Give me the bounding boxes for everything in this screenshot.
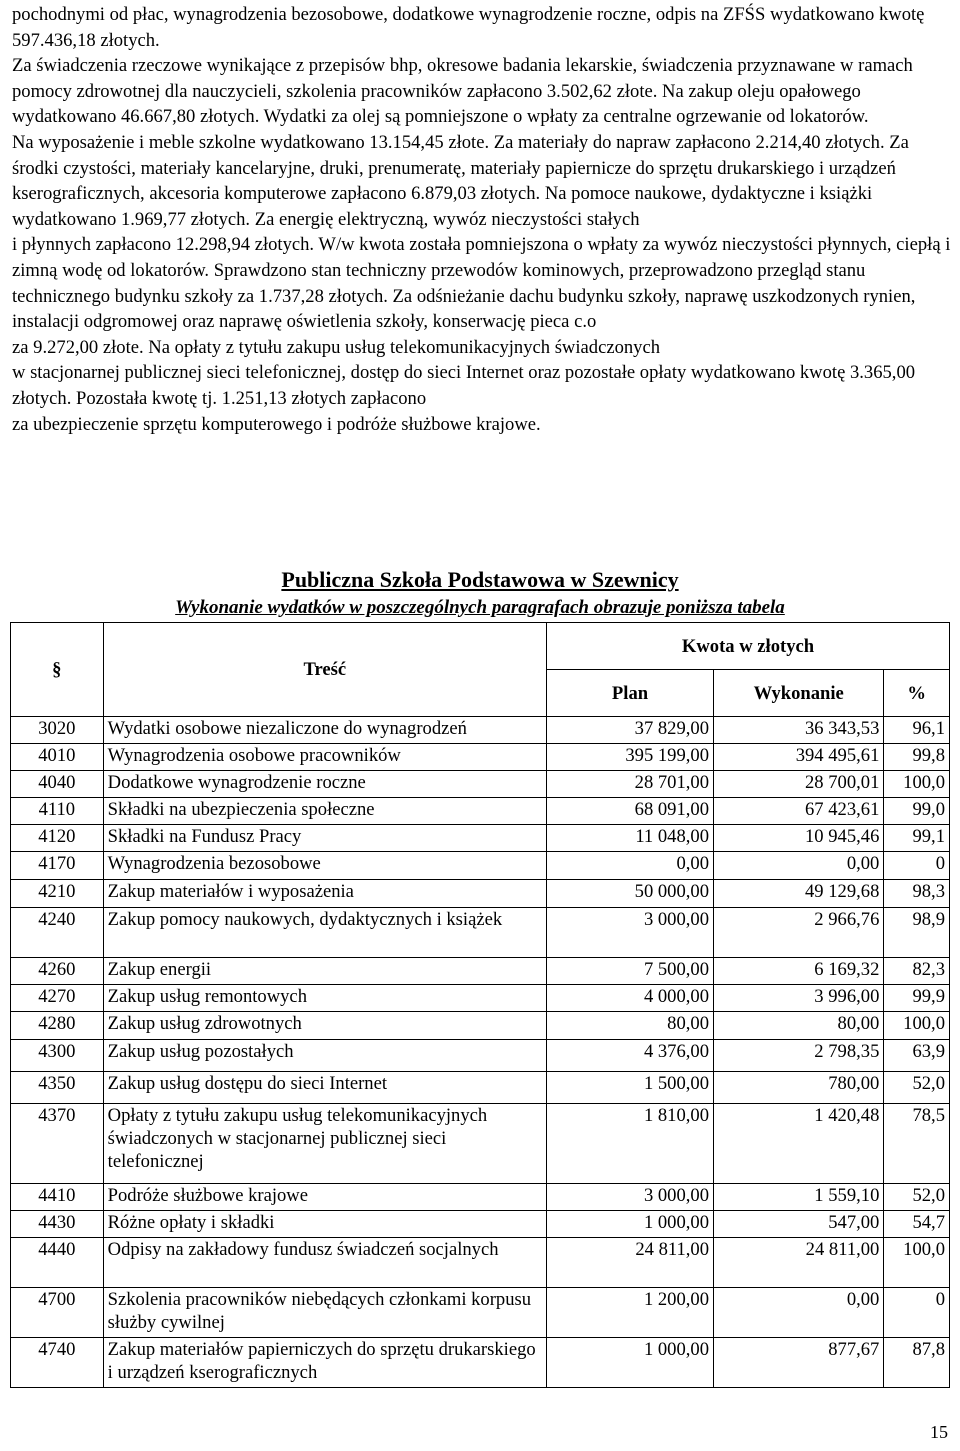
table-row xyxy=(11,985,950,1012)
row-plan: 1 810,00 xyxy=(547,1104,714,1184)
table-row xyxy=(11,825,950,852)
table-row xyxy=(11,1012,950,1040)
row-percent: 100,0 xyxy=(884,1012,950,1040)
row-plan: 1 500,00 xyxy=(547,1072,714,1104)
row-percent: 99,0 xyxy=(884,798,950,825)
row-name: Składki na ubezpieczenia społeczne xyxy=(103,798,546,825)
row-plan: 3 000,00 xyxy=(547,1184,714,1211)
table-row xyxy=(11,908,950,958)
intro-paragraph: Za świadczenia rzeczowe wynikające z przepisów bhp, okresowe badania lekarskie, świadczenia przyznawane w ramach pomocy zdrowotnej dla nauczycieli, szkolenia pracowników zapłacono 3.502,62 złote. Na zakup oleju opałowego wydatkowano 46.667,80 złotych. Wydatki za olej są pomniejszone o wpłaty za centralne ogrzewanie od lokatorów. xyxy=(12,55,913,128)
row-name: Szkolenia pracowników niebędących członkami korpusu służby cywilnej xyxy=(103,1288,546,1338)
row-execution: 877,67 xyxy=(714,1338,884,1388)
row-code: 4440 xyxy=(11,1238,104,1288)
row-execution: 49 129,68 xyxy=(714,880,884,908)
table-row xyxy=(11,1238,950,1288)
row-plan: 24 811,00 xyxy=(547,1238,714,1288)
intro-paragraph: i płynnych zapłacono 12.298,94 złotych. W/w kwota została pomniejszona o wpłaty za wywóz nieczystości płynnych, ciepłą i zimną wodę od lokatorów. Sprawdzono stan techniczny przewodów kominowych, przeprowadzono przegląd stanu technicznego budynku szkoły za 1.737,28 złotych. Za odśnieżanie dachu budynku szkoły, naprawę uszkodzonych rynien, instalacji odgromowej oraz naprawę oświetlenia szkoły, konserwację pieca c.o xyxy=(12,234,951,333)
row-name: Opłaty z tytułu zakupu usług telekomunikacyjnych świadczonych w stacjonarnej publicznej sieci telefonicznej xyxy=(103,1104,546,1184)
row-name: Zakup energii xyxy=(103,958,546,985)
row-code: 4300 xyxy=(11,1040,104,1072)
row-plan: 3 000,00 xyxy=(547,908,714,958)
row-execution: 28 700,01 xyxy=(714,771,884,798)
row-plan: 28 701,00 xyxy=(547,771,714,798)
row-plan: 1 200,00 xyxy=(547,1288,714,1338)
header-percent: % xyxy=(884,670,950,717)
row-percent: 54,7 xyxy=(884,1211,950,1238)
row-percent: 99,8 xyxy=(884,744,950,771)
row-plan: 50 000,00 xyxy=(547,880,714,908)
row-name: Wynagrodzenia osobowe pracowników xyxy=(103,744,546,771)
row-execution: 67 423,61 xyxy=(714,798,884,825)
row-plan: 0,00 xyxy=(547,852,714,880)
row-name: Podróże służbowe krajowe xyxy=(103,1184,546,1211)
row-percent: 87,8 xyxy=(884,1338,950,1388)
table-row xyxy=(11,958,950,985)
row-execution: 0,00 xyxy=(714,852,884,880)
row-code: 4280 xyxy=(11,1012,104,1040)
row-plan: 11 048,00 xyxy=(547,825,714,852)
row-code: 4370 xyxy=(11,1104,104,1184)
row-execution: 394 495,61 xyxy=(714,744,884,771)
row-percent: 0 xyxy=(884,852,950,880)
table-body xyxy=(11,717,950,1388)
row-code: 4350 xyxy=(11,1072,104,1104)
row-execution: 547,00 xyxy=(714,1211,884,1238)
row-execution: 36 343,53 xyxy=(714,717,884,744)
row-plan: 68 091,00 xyxy=(547,798,714,825)
row-code: 4210 xyxy=(11,880,104,908)
row-name: Składki na Fundusz Pracy xyxy=(103,825,546,852)
row-name: Zakup usług zdrowotnych xyxy=(103,1012,546,1040)
row-name: Zakup pomocy naukowych, dydaktycznych i książek xyxy=(103,908,546,958)
row-name: Wynagrodzenia bezosobowe xyxy=(103,852,546,880)
row-name: Odpisy na zakładowy fundusz świadczeń socjalnych xyxy=(103,1238,546,1288)
row-percent: 99,1 xyxy=(884,825,950,852)
header-amount: Kwota w złotych xyxy=(547,623,950,670)
row-execution: 0,00 xyxy=(714,1288,884,1338)
row-code: 4270 xyxy=(11,985,104,1012)
row-code: 4700 xyxy=(11,1288,104,1338)
intro-paragraph: pochodnymi od płac, wynagrodzenia bezosobowe, dodatkowe wynagrodzenie roczne, odpis na ZFŚS wydatkowano kwotę 597.436,18 złotych. xyxy=(12,4,925,51)
row-plan: 4 000,00 xyxy=(547,985,714,1012)
intro-paragraph: w stacjonarnej publicznej sieci telefonicznej, dostęp do sieci Internet oraz pozostałe opłaty wydatkowano kwotę 3.365,00 złotych. Pozostała kwotę tj. 1.251,13 złotych zapłacono xyxy=(12,362,916,409)
row-execution: 1 420,48 xyxy=(714,1104,884,1184)
row-percent: 100,0 xyxy=(884,771,950,798)
row-plan: 80,00 xyxy=(547,1012,714,1040)
row-percent: 96,1 xyxy=(884,717,950,744)
row-name: Zakup usług dostępu do sieci Internet xyxy=(103,1072,546,1104)
row-code: 4170 xyxy=(11,852,104,880)
row-execution: 3 996,00 xyxy=(714,985,884,1012)
row-percent: 98,3 xyxy=(884,880,950,908)
row-percent: 78,5 xyxy=(884,1104,950,1184)
intro-paragraph: za 9.272,00 złote. Na opłaty z tytułu zakupu usług telekomunikacyjnych świadczonych xyxy=(12,336,661,358)
section-title: Publiczna Szkoła Podstawowa w Szewnicy xyxy=(281,567,679,592)
row-percent: 52,0 xyxy=(884,1072,950,1104)
table-row xyxy=(11,880,950,908)
row-percent: 99,9 xyxy=(884,985,950,1012)
table-row xyxy=(11,717,950,744)
row-percent: 0 xyxy=(884,1288,950,1338)
table-row xyxy=(11,798,950,825)
row-name: Zakup materiałów papierniczych do sprzętu drukarskiego i urządzeń kserograficznych xyxy=(103,1338,546,1388)
row-execution: 80,00 xyxy=(714,1012,884,1040)
intro-paragraph: Na wyposażenie i meble szkolne wydatkowano 13.154,45 złote. Za materiały do napraw zapłacono 2.214,40 złotych. Za środki czystości, materiały kancelaryjne, druki, prenumeratę, materiały papiernicze do sprzętu drukarskiego i urządzeń kserograficznych, akcesoria komputerowe zapłacono 6.879,03 złotych. Na pomoce naukowe, dydaktyczne i książki wydatkowano 1.969,77 złotych. Za energię elektryczną, wywóz nieczystości stałych xyxy=(12,131,909,230)
row-execution: 780,00 xyxy=(714,1072,884,1104)
table-row xyxy=(11,852,950,880)
row-code: 4110 xyxy=(11,798,104,825)
row-percent: 98,9 xyxy=(884,908,950,958)
expenditure-table xyxy=(10,622,950,1388)
row-name: Wydatki osobowe niezaliczone do wynagrodzeń xyxy=(103,717,546,744)
row-execution: 6 169,32 xyxy=(714,958,884,985)
row-percent: 82,3 xyxy=(884,958,950,985)
row-percent: 100,0 xyxy=(884,1238,950,1288)
row-code: 4430 xyxy=(11,1211,104,1238)
row-code: 4740 xyxy=(11,1338,104,1388)
row-plan: 37 829,00 xyxy=(547,717,714,744)
row-code: 4120 xyxy=(11,825,104,852)
page-number: 15 xyxy=(930,1422,948,1442)
section-subtitle: Wykonanie wydatków w poszczególnych paragrafach obrazuje poniższa tabela xyxy=(175,597,785,618)
row-execution: 24 811,00 xyxy=(714,1238,884,1288)
row-name: Zakup usług remontowych xyxy=(103,985,546,1012)
row-name: Dodatkowe wynagrodzenie roczne xyxy=(103,771,546,798)
intro-text xyxy=(12,2,952,437)
row-code: 4260 xyxy=(11,958,104,985)
row-plan: 1 000,00 xyxy=(547,1338,714,1388)
table-row xyxy=(11,771,950,798)
row-code: 4040 xyxy=(11,771,104,798)
row-plan: 4 376,00 xyxy=(547,1040,714,1072)
row-execution: 10 945,46 xyxy=(714,825,884,852)
table-row xyxy=(11,1040,950,1072)
table-row xyxy=(11,1211,950,1238)
row-code: 4410 xyxy=(11,1184,104,1211)
table-row xyxy=(11,1288,950,1338)
row-plan: 395 199,00 xyxy=(547,744,714,771)
header-paragraph: § xyxy=(11,623,104,717)
row-execution: 2 966,76 xyxy=(714,908,884,958)
table-row xyxy=(11,1072,950,1104)
row-code: 4010 xyxy=(11,744,104,771)
row-percent: 52,0 xyxy=(884,1184,950,1211)
table-row xyxy=(11,744,950,771)
row-name: Zakup usług pozostałych xyxy=(103,1040,546,1072)
header-plan: Plan xyxy=(547,670,714,717)
intro-paragraph: za ubezpieczenie sprzętu komputerowego i podróże służbowe krajowe. xyxy=(12,413,541,435)
row-execution: 1 559,10 xyxy=(714,1184,884,1211)
row-plan: 1 000,00 xyxy=(547,1211,714,1238)
header-content: Treść xyxy=(103,623,546,717)
row-code: 3020 xyxy=(11,717,104,744)
header-execution: Wykonanie xyxy=(714,670,884,717)
row-name: Zakup materiałów i wyposażenia xyxy=(103,880,546,908)
table-row xyxy=(11,1184,950,1211)
row-plan: 7 500,00 xyxy=(547,958,714,985)
row-code: 4240 xyxy=(11,908,104,958)
row-name: Różne opłaty i składki xyxy=(103,1211,546,1238)
row-percent: 63,9 xyxy=(884,1040,950,1072)
table-row xyxy=(11,1104,950,1184)
table-row xyxy=(11,1338,950,1388)
row-execution: 2 798,35 xyxy=(714,1040,884,1072)
